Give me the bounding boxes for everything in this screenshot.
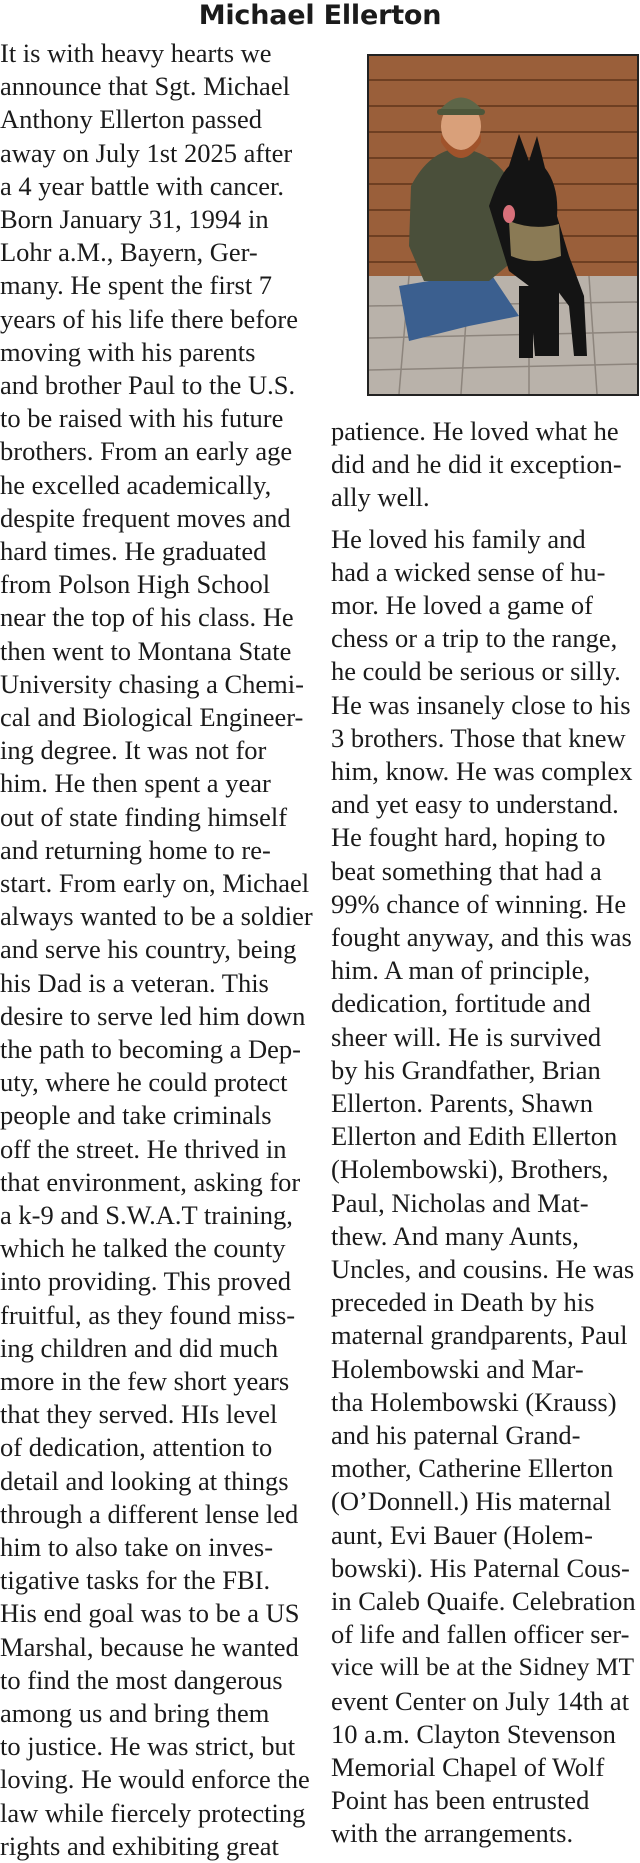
text-line: through a different lense led	[0, 1498, 299, 1529]
text-line: Ellerton. Parents, Shawn	[331, 1088, 594, 1118]
text-line: of life and fallen officer ser-	[331, 1619, 630, 1650]
text-line: ing children and did much	[0, 1332, 279, 1363]
text-line: despite frequent moves and	[0, 502, 291, 533]
text-line: Uncles, and cousins. He was	[331, 1254, 635, 1284]
text-line: people and take criminals	[0, 1100, 272, 1131]
text-line: loving. He would enforce the	[0, 1764, 310, 1795]
text-line: with the arrangements.	[331, 1818, 574, 1849]
text-line: that environment, asking for	[0, 1166, 301, 1197]
text-line: brothers. From an early age	[0, 436, 293, 467]
text-line: years of his life there before	[0, 303, 298, 334]
text-line: among us and bring them	[0, 1698, 270, 1728]
text-line: many. He spent the first 7	[0, 270, 273, 301]
text-line: then went to Montana State	[0, 635, 292, 666]
text-line: and brother Paul to the U.S.	[0, 370, 296, 400]
text-line: uty, where he could protect	[0, 1067, 288, 1098]
text-line: him, know. He was complex	[331, 756, 633, 786]
text-line: bowski). His Paternal Cous-	[331, 1552, 630, 1583]
text-line: He fought hard, hoping to	[331, 822, 606, 853]
text-line: more in the few short years	[0, 1366, 290, 1396]
obituary-title: Michael Ellerton	[198, 0, 442, 31]
text-line: Point has been entrusted	[331, 1785, 590, 1816]
text-line: (O’Donnell.) His maternal	[331, 1486, 612, 1517]
text-line: off the street. He thrived in	[0, 1133, 287, 1164]
text-line: away on July 1st 2025 after	[0, 137, 293, 168]
text-line: of dedication, attention to	[0, 1432, 273, 1463]
text-line: mother, Catherine Ellerton	[331, 1453, 614, 1484]
text-line: mor. He loved a game of	[331, 590, 593, 620]
text-line: a k-9 and S.W.A.T training,	[0, 1200, 293, 1230]
text-line: had a wicked sense of hu-	[331, 556, 606, 587]
text-line: he could be serious or silly.	[331, 656, 621, 687]
text-line: thew. And many Aunts,	[331, 1220, 579, 1251]
text-line: and yet easy to understand.	[331, 789, 619, 820]
text-line: aunt, Evi Bauer (Holem-	[331, 1519, 593, 1550]
text-line: It is with heavy hearts we	[0, 38, 272, 68]
text-line: 3 brothers. Those that knew	[331, 722, 626, 753]
text-line: which he talked the county	[0, 1233, 286, 1264]
text-line: Lohr a.M., Bayern, Ger-	[0, 237, 258, 268]
text-line: maternal grandparents, Paul	[331, 1320, 628, 1351]
text-line: dedication, fortitude and	[331, 988, 591, 1019]
portrait-photo	[367, 54, 639, 396]
text-line: from Polson High School	[0, 569, 271, 600]
text-line: Holembowski and Mar-	[331, 1353, 584, 1384]
text-line: fruitful, as they found miss-	[0, 1299, 296, 1330]
text-line: Marshal, because he wanted	[0, 1631, 299, 1662]
text-line: and his paternal Grand-	[331, 1420, 581, 1450]
text-line: him to also take on inves-	[0, 1532, 274, 1562]
text-line: announce that Sgt. Michael	[0, 71, 290, 102]
text-line: law while fiercely protecting	[0, 1797, 306, 1828]
text-line: cal and Biological Engineer-	[0, 702, 304, 732]
text-line: fought anyway, and this was	[331, 922, 632, 952]
text-line: him. A man of principle,	[331, 955, 591, 986]
text-line: did and he did it exception-	[331, 449, 622, 480]
text-line: to find the most dangerous	[0, 1664, 283, 1695]
text-line: (Holembowski), Brothers,	[331, 1154, 609, 1185]
text-line: a 4 year battle with cancer.	[0, 170, 284, 201]
text-line: Anthony Ellerton passed	[0, 104, 263, 135]
text-line: and serve his country, being	[0, 934, 297, 965]
text-line: He loved his family and	[331, 523, 586, 554]
text-line: start. From early on, Michael	[0, 868, 310, 898]
text-line: event Center on July 14th at	[331, 1685, 630, 1716]
text-line: near the top of his class. He	[0, 602, 294, 633]
text-line: He was insanely close to his	[331, 689, 631, 720]
text-line: to justice. He was strict, but	[0, 1731, 296, 1762]
text-line: the path to becoming a Dep-	[0, 1034, 301, 1064]
text-line: preceded in Death by his	[331, 1287, 595, 1318]
text-line: Ellerton and Edith Ellerton	[331, 1121, 618, 1152]
text-line: by his Grandfather, Brian	[331, 1054, 601, 1085]
text-line: his Dad is a veteran. This	[0, 967, 269, 998]
text-line: ing degree. It was not for	[0, 735, 267, 766]
text-line: and returning home to re-	[0, 834, 271, 865]
text-line: out of state finding himself	[0, 801, 288, 832]
text-line: to be raised with his future	[0, 403, 284, 434]
text-line: Born January 31, 1994 in	[0, 204, 269, 234]
text-line: detail and looking at things	[0, 1465, 289, 1496]
text-line: vice will be at the Sidney MT	[331, 1652, 635, 1682]
text-line: 99% chance of winning. He	[331, 888, 627, 919]
text-line: that they served. HIs level	[0, 1399, 278, 1430]
text-line: tha Holembowski (Krauss)	[331, 1386, 617, 1417]
text-line: rights and exhibiting great	[0, 1830, 279, 1861]
text-line: always wanted to be a soldier	[0, 901, 313, 932]
text-line: moving with his parents	[0, 336, 256, 367]
text-line: patience. He loved what he	[331, 416, 619, 446]
text-line: hard times. He graduated	[0, 536, 267, 566]
text-line: beat something that had a	[331, 855, 602, 886]
text-line: University chasing a Chemi-	[0, 668, 304, 699]
text-line: chess or a trip to the range,	[331, 623, 618, 654]
text-line: tigative tasks for the FBI.	[0, 1565, 271, 1596]
text-line: he excelled academically,	[0, 469, 272, 500]
text-line: desire to serve led him down	[0, 1000, 306, 1031]
text-line: Paul, Nicholas and Mat-	[331, 1187, 589, 1218]
text-line: in Caleb Quaife. Celebration	[331, 1586, 636, 1616]
text-line: His end goal was to be a US	[0, 1598, 300, 1629]
text-line: him. He then spent a year	[0, 768, 271, 799]
text-line: into providing. This proved	[0, 1266, 291, 1297]
text-line: 10 a.m. Clayton Stevenson	[331, 1718, 616, 1749]
text-line: ally well.	[331, 482, 430, 513]
text-line: sheer will. He is survived	[331, 1021, 602, 1052]
text-line: Memorial Chapel of Wolf	[331, 1752, 605, 1782]
